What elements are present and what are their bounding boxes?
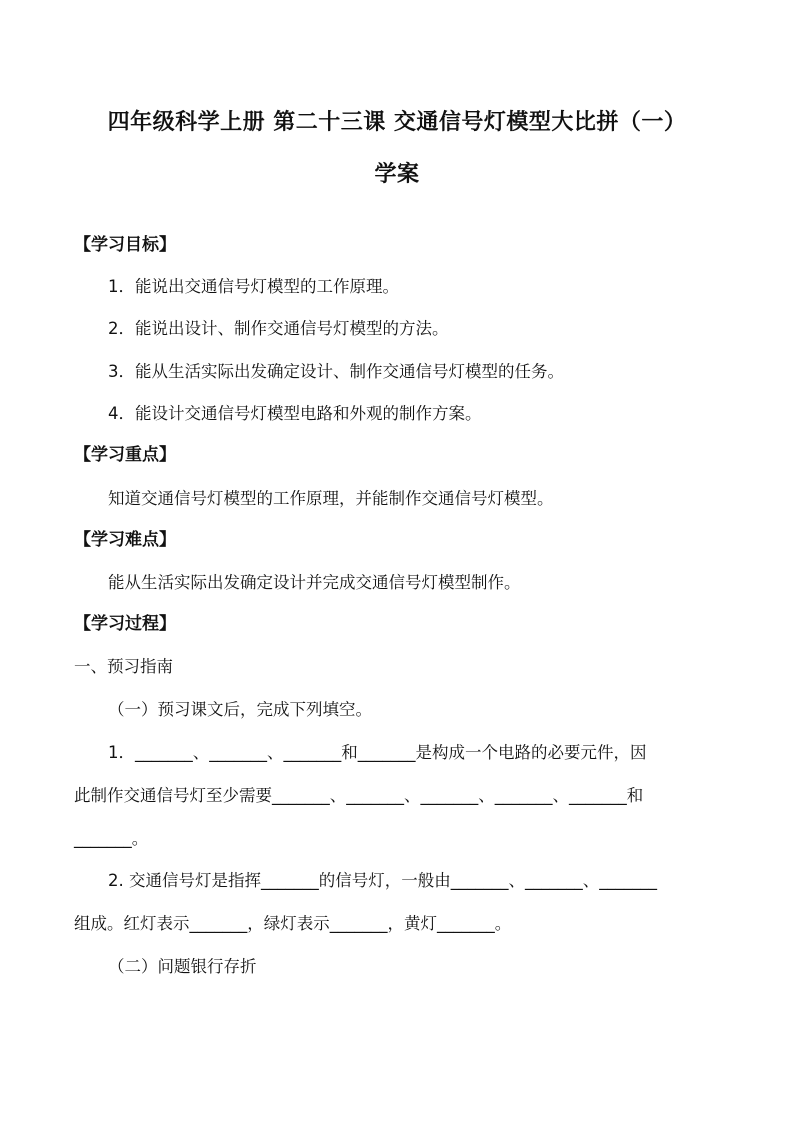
goal-item-3: 3．能从生活实际出发确定设计、制作交通信号灯模型的任务。 — [108, 362, 564, 381]
difficulties-heading: 【学习难点】 — [74, 530, 176, 550]
goals-heading: 【学习目标】 — [74, 235, 176, 255]
section-preview-guide: 一、预习指南 — [74, 657, 173, 676]
goal-item-4: 4．能设计交通信号灯模型电路和外观的制作方案。 — [108, 404, 482, 423]
document-title — [60, 96, 734, 200]
question-2-line-2: 组成。红灯表示_______，绿灯表示_______，黄灯_______。 — [74, 914, 512, 933]
subsection-question-bank: （二）问题银行存折 — [108, 957, 257, 976]
difficulties-text: 能从生活实际出发确定设计并完成交通信号灯模型制作。 — [108, 573, 521, 592]
title-line-2: 学案 — [374, 161, 420, 187]
question-2-line-1: 2. 交通信号灯是指挥_______的信号灯，一般由_______、_______、_______ — [108, 871, 657, 890]
key-points-heading: 【学习重点】 — [74, 445, 176, 465]
goal-item-1: 1．能说出交通信号灯模型的工作原理。 — [108, 277, 399, 296]
question-1-line-1: 1．_______、_______、_______和_______是构成一个电路的必要元件，因 — [108, 743, 647, 762]
title-line-1: 四年级科学上册 第二十三课 交通信号灯模型大比拼（一） — [107, 109, 687, 135]
question-1-line-3: _______。 — [74, 829, 149, 848]
question-1-line-2: 此制作交通信号灯至少需要_______、_______、_______、_______、_______和 — [74, 786, 644, 805]
key-points-text: 知道交通信号灯模型的工作原理，并能制作交通信号灯模型。 — [108, 489, 554, 508]
subsection-fill-blanks: （一）预习课文后，完成下列填空。 — [108, 700, 372, 719]
process-heading: 【学习过程】 — [74, 614, 176, 634]
goal-item-2: 2．能说出设计、制作交通信号灯模型的方法。 — [108, 319, 449, 338]
